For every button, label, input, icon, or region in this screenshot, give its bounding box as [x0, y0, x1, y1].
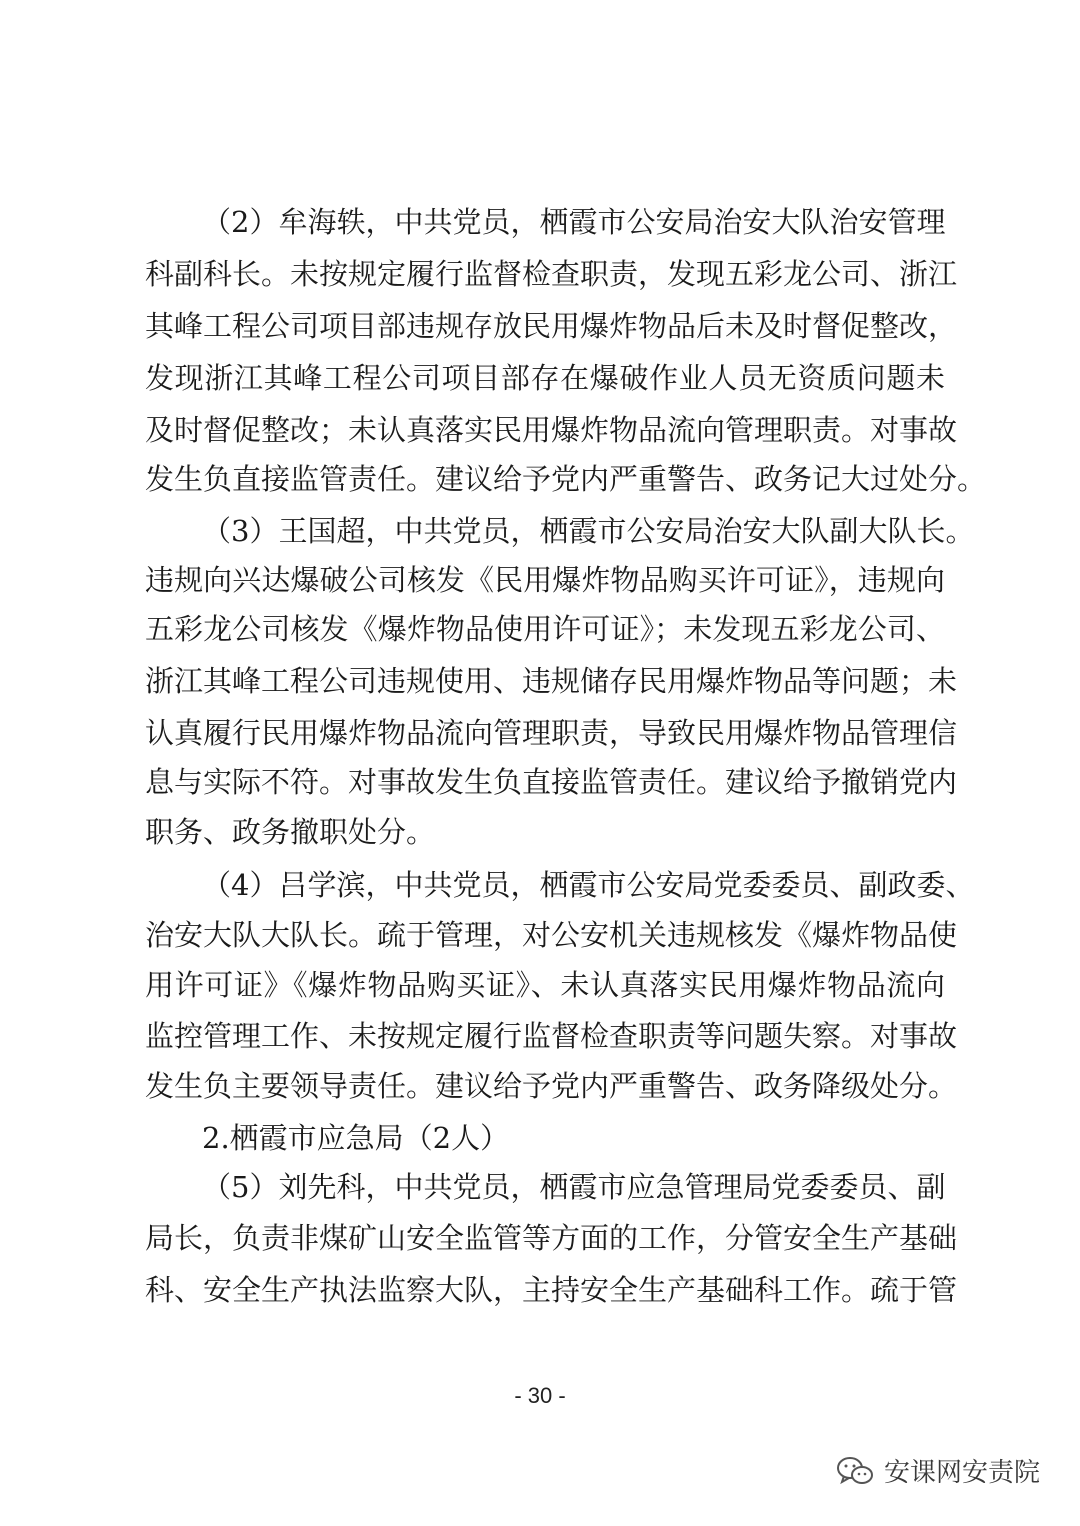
- watermark: [836, 1452, 1040, 1489]
- text-line: 用许可证》《爆炸物品购买证》、未认真落实民用爆炸物品流向: [145, 968, 945, 1002]
- text-line: 监控管理工作、未按规定履行监督检查职责等问题失察。对事故: [145, 1019, 958, 1053]
- text-line: 治安大队大队长。疏于管理，对公安机关违规核发《爆炸物品使: [145, 918, 958, 952]
- wechat-icon: [836, 1456, 874, 1486]
- text-line: 发生负直接监管责任。建议给予党内严重警告、政务记大过处分。: [145, 462, 987, 496]
- text-line: 局长，负责非煤矿山安全监管等方面的工作，分管安全生产基础: [145, 1221, 958, 1255]
- text-line: 职务、政务撤职处分。: [145, 815, 436, 849]
- text-line: 违规向兴达爆破公司核发《民用爆炸物品购买许可证》，违规向: [145, 563, 945, 597]
- text-line: 及时督促整改；未认真落实民用爆炸物品流向管理职责。对事故: [145, 413, 958, 447]
- text-line: （2）牟海轶，中共党员，栖霞市公安局治安大队治安管理: [202, 205, 946, 239]
- text-line: 息与实际不符。对事故发生负直接监管责任。建议给予撤销党内: [145, 765, 958, 799]
- watermark-text: 安课网安责院: [883, 1458, 1040, 1488]
- text-line: 浙江其峰工程公司违规使用、违规储存民用爆炸物品等问题；未: [145, 664, 958, 698]
- text-line: 认真履行民用爆炸物品流向管理职责，导致民用爆炸物品管理信: [145, 716, 958, 750]
- text-line: （3）王国超，中共党员，栖霞市公安局治安大队副大队长。: [202, 514, 975, 548]
- page-number: - 30 -: [514, 1383, 566, 1408]
- section-heading: 2.栖霞市应急局（2人）: [202, 1121, 510, 1155]
- text-line: 科、安全生产执法监察大队，主持安全生产基础科工作。疏于管: [145, 1273, 958, 1307]
- text-line: （4）吕学滨，中共党员，栖霞市公安局党委委员、副政委、: [202, 868, 975, 902]
- text-line: 发生负主要领导责任。建议给予党内严重警告、政务降级处分。: [145, 1069, 958, 1103]
- text-line: 发现浙江其峰工程公司项目部存在爆破作业人员无资质问题未: [145, 361, 945, 395]
- text-line: （5）刘先科，中共党员，栖霞市应急管理局党委委员、副: [202, 1170, 946, 1204]
- text-line: 其峰工程公司项目部违规存放民用爆炸物品后未及时督促整改，: [145, 309, 958, 343]
- text-line: 科副科长。未按规定履行监督检查职责，发现五彩龙公司、浙江: [145, 257, 958, 291]
- text-line: 五彩龙公司核发《爆炸物品使用许可证》；未发现五彩龙公司、: [145, 612, 945, 646]
